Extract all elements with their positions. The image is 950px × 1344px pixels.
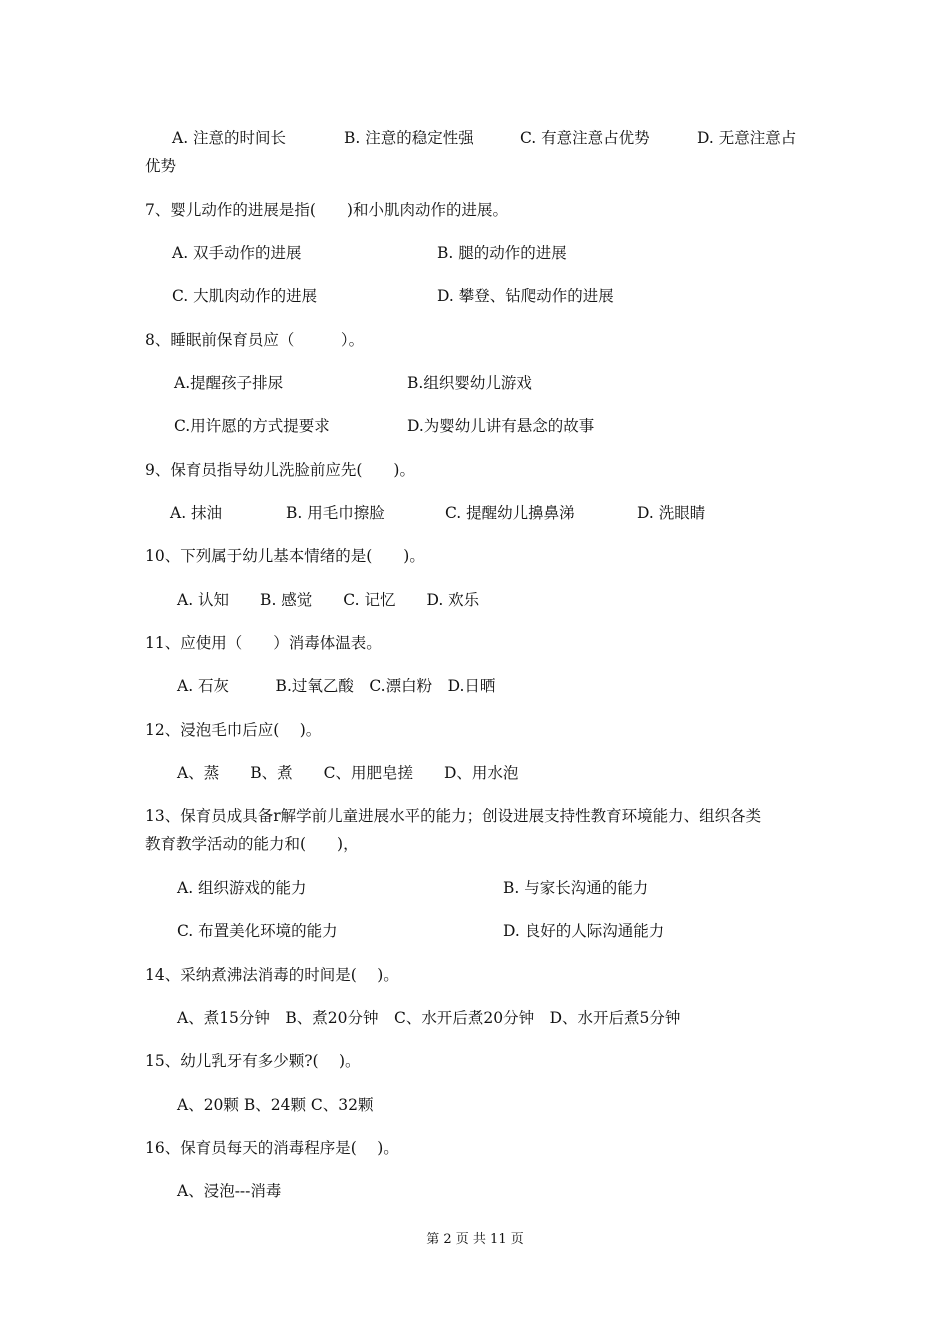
q16-option-a: A、浸泡---消毒 [177,1182,282,1200]
q14-options: A、煮15分钟 B、煮20分钟 C、水开后煮20分钟 D、水开后煮5分钟 [177,1009,681,1027]
q14-stem: 14、采纳煮沸法消毒的时间是( )。 [145,966,399,984]
q13-option-d: D. 良好的人际沟通能力 [503,922,665,940]
q6-option-b: B. 注意的稳定性强 [344,129,474,147]
q13-stem-line1: 13、保育员成具备r解学前儿童进展水平的能力；创设进展支持性教育环境能力、组织各类 [145,807,762,825]
q7-option-a: A. 双手动作的进展 [172,244,302,262]
q6-option-c: C. 有意注意占优势 [520,129,650,147]
page-footer: 第 2 页 共 11 页 [426,1232,524,1247]
q10-stem: 10、下列属于幼儿基本情绪的是( )。 [145,547,425,565]
q9-option-d: D. 洗眼睛 [637,504,706,522]
q10-options: A. 认知 B. 感觉 C. 记忆 D. 欢乐 [177,591,480,609]
q7-stem: 7、婴儿动作的进展是指( )和小肌肉动作的进展。 [145,201,508,219]
q7-option-b: B. 腿的动作的进展 [437,244,567,262]
q8-option-b: B.组织婴幼儿游戏 [407,374,532,392]
q6-option-d: D. 无意注意占 [697,129,797,147]
q6-option-a: A. 注意的时间长 [172,129,287,147]
q7-option-c: C. 大肌肉动作的进展 [172,287,318,305]
q6-option-d-continued: 优势 [145,157,177,175]
q13-option-a: A. 组织游戏的能力 [177,879,307,897]
q9-option-b: B. 用毛巾擦脸 [286,504,385,522]
q9-option-a: A. 抹油 [170,504,223,522]
q8-stem: 8、睡眠前保育员应（ ）。 [145,331,365,349]
q15-options: A、20颗 B、24颗 C、32颗 [177,1096,374,1114]
q11-stem: 11、应使用（ ）消毒体温表。 [145,634,382,652]
q16-stem: 16、保育员每天的消毒程序是( )。 [145,1139,399,1157]
q7-option-d: D. 攀登、钻爬动作的进展 [437,287,614,305]
q15-stem: 15、幼儿乳牙有多少颗?( )。 [145,1052,361,1070]
q13-option-c: C. 布置美化环境的能力 [177,922,338,940]
q9-stem: 9、保育员指导幼儿洗脸前应先( )。 [145,461,415,479]
q8-option-c: C.用许愿的方式提要求 [174,417,330,435]
q9-option-c: C. 提醒幼儿擤鼻涕 [445,504,575,522]
q8-option-d: D.为婴幼儿讲有悬念的故事 [407,417,595,435]
q8-option-a: A.提醒孩子排尿 [174,374,284,392]
q12-options: A、蒸 B、煮 C、用肥皂搓 D、用水泡 [177,764,519,782]
q13-option-b: B. 与家长沟通的能力 [503,879,649,897]
q12-stem: 12、浸泡毛巾后应( )。 [145,721,322,739]
q13-stem-line2: 教育教学活动的能力和( )， [145,835,359,853]
q11-options: A. 石灰 B.过氧乙酸 C.漂白粉 D.日晒 [177,677,496,695]
